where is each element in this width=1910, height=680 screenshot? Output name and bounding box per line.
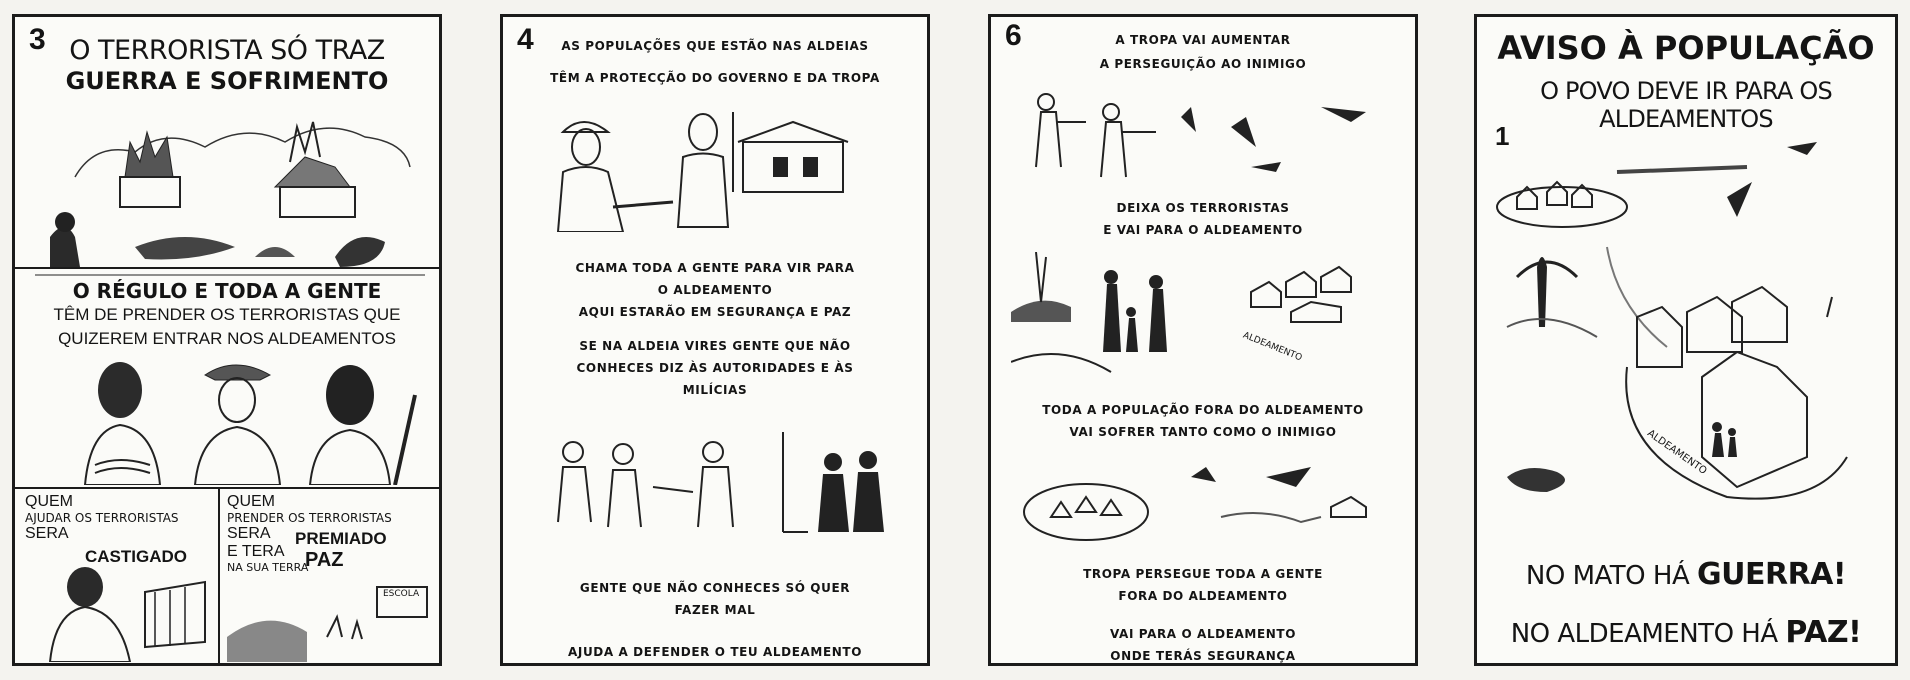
para1-line1: CHAMA TODA A GENTE PARA VIR PARA bbox=[575, 261, 855, 275]
school-sign: ESCOLA bbox=[383, 589, 420, 599]
para4-line1: VAI PARA O ALDEAMENTO bbox=[1109, 627, 1296, 641]
mid-heading: O RÉGULO E TODA A GENTE bbox=[72, 279, 382, 303]
poster-title: AVISO À POPULAÇÃO bbox=[1497, 29, 1875, 67]
poster-1 bbox=[1474, 14, 1898, 666]
left-box bbox=[25, 493, 215, 566]
aldeamento-label: ALDEAMENTO bbox=[1241, 330, 1304, 364]
para2-line2: VAI SOFRER TANTO COMO O INIMIGO bbox=[1069, 425, 1337, 439]
poster-number: 4 bbox=[517, 23, 534, 56]
poster-title-line1: O TERRORISTA SÓ TRAZ bbox=[69, 35, 385, 66]
para4-line1: AJUDA A DEFENDER O TEU ALDEAMENTO bbox=[568, 645, 862, 659]
aldeamento-ring-illustration bbox=[1021, 457, 1391, 547]
handshake-illustration bbox=[553, 102, 883, 232]
bottom-line-2-text: NO ALDEAMENTO HÁ bbox=[1510, 619, 1786, 649]
poster-4 bbox=[500, 14, 930, 666]
para2-line3: MILÍCIAS bbox=[682, 383, 748, 397]
poster-title-line2: GUERRA E SOFRIMENTO bbox=[65, 67, 389, 95]
burning-village-illustration bbox=[35, 107, 425, 277]
poster-3 bbox=[12, 14, 442, 666]
poster-number: 1 bbox=[1495, 121, 1510, 151]
bottom-line-1 bbox=[1477, 557, 1895, 592]
para3-line1: GENTE QUE NÃO CONHECES SÓ QUER bbox=[579, 581, 851, 595]
poster-number: 6 bbox=[1005, 19, 1022, 52]
poster-6 bbox=[988, 14, 1418, 666]
right-box bbox=[227, 493, 437, 574]
guerra-word: GUERRA! bbox=[1697, 557, 1847, 592]
top-line-1: AS POPULAÇÕES QUE ESTÃO NAS ALDEIAS bbox=[561, 39, 869, 53]
pursuit-illustration bbox=[1021, 87, 1391, 187]
para2-line1: TODA A POPULAÇÃO FORA DO ALDEAMENTO bbox=[1042, 403, 1364, 417]
right-box-l4: PREMIADO bbox=[295, 529, 387, 548]
top-line-2: A PERSEGUIÇÃO AO INIMIGO bbox=[1099, 57, 1307, 71]
para2-line2: CONHECES DIZ ÀS AUTORIDADES E ÀS bbox=[576, 361, 854, 375]
strangers-illustration bbox=[543, 432, 893, 547]
left-box-l1: QUEM bbox=[25, 493, 73, 510]
top-line-1: A TROPA VAI AUMENTAR bbox=[1115, 33, 1291, 47]
right-box-l2: PRENDER OS TERRORISTAS bbox=[227, 511, 392, 525]
right-box-l7: NA SUA TERRA bbox=[227, 561, 309, 574]
left-box-l4: CASTIGADO bbox=[85, 547, 187, 566]
right-box-l1: QUEM bbox=[227, 493, 275, 510]
top-line-2: TÊM A PROTECÇÃO DO GOVERNO E DA TROPA bbox=[550, 71, 880, 85]
para1-line1: DEIXA OS TERRORISTAS bbox=[1116, 201, 1290, 215]
three-men-illustration bbox=[75, 355, 425, 485]
family-leaving-illustration bbox=[1011, 252, 1401, 377]
right-box-l3: SERA bbox=[227, 525, 271, 542]
left-box-l3: SERA bbox=[25, 525, 69, 542]
paz-word: PAZ! bbox=[1785, 615, 1862, 650]
right-box-l6: PAZ bbox=[305, 549, 344, 571]
bottom-line-1-text: NO MATO HÁ bbox=[1525, 561, 1697, 591]
para1-line2: O ALDEAMENTO bbox=[657, 283, 773, 297]
mid-line-3: QUIZEREM ENTRAR NOS ALDEAMENTOS bbox=[58, 329, 396, 348]
para1-line2: E VAI PARA O ALDEAMENTO bbox=[1103, 223, 1303, 237]
aldeamento-label: ALDEAMENTO bbox=[1645, 428, 1709, 477]
right-box-l5: E TERA bbox=[227, 543, 285, 560]
divider bbox=[15, 487, 439, 489]
mid-line-2: TÊM DE PRENDER OS TERRORISTAS QUE bbox=[53, 305, 401, 324]
divider bbox=[15, 267, 439, 269]
poster-subtitle: O POVO DEVE IR PARA OS ALDEAMENTOS bbox=[1540, 77, 1832, 133]
prisoner-illustration bbox=[35, 562, 215, 662]
para4-line2: ONDE TERÁS SEGURANÇA bbox=[1110, 649, 1296, 663]
para3-line2: FAZER MAL bbox=[674, 603, 756, 617]
para3-line2: FORA DO ALDEAMENTO bbox=[1118, 589, 1288, 603]
para2-line1: SE NA ALDEIA VIRES GENTE QUE NÃO bbox=[579, 339, 851, 353]
bottom-line-2 bbox=[1477, 615, 1895, 650]
left-box-l2: AJUDAR OS TERRORISTAS bbox=[25, 511, 179, 525]
divider-vertical bbox=[218, 487, 220, 665]
poster-number: 3 bbox=[29, 23, 46, 56]
para1-line3: AQUI ESTARÃO EM SEGURANÇA E PAZ bbox=[578, 305, 852, 319]
para3-line1: TROPA PERSEGUE TODA A GENTE bbox=[1083, 567, 1323, 581]
